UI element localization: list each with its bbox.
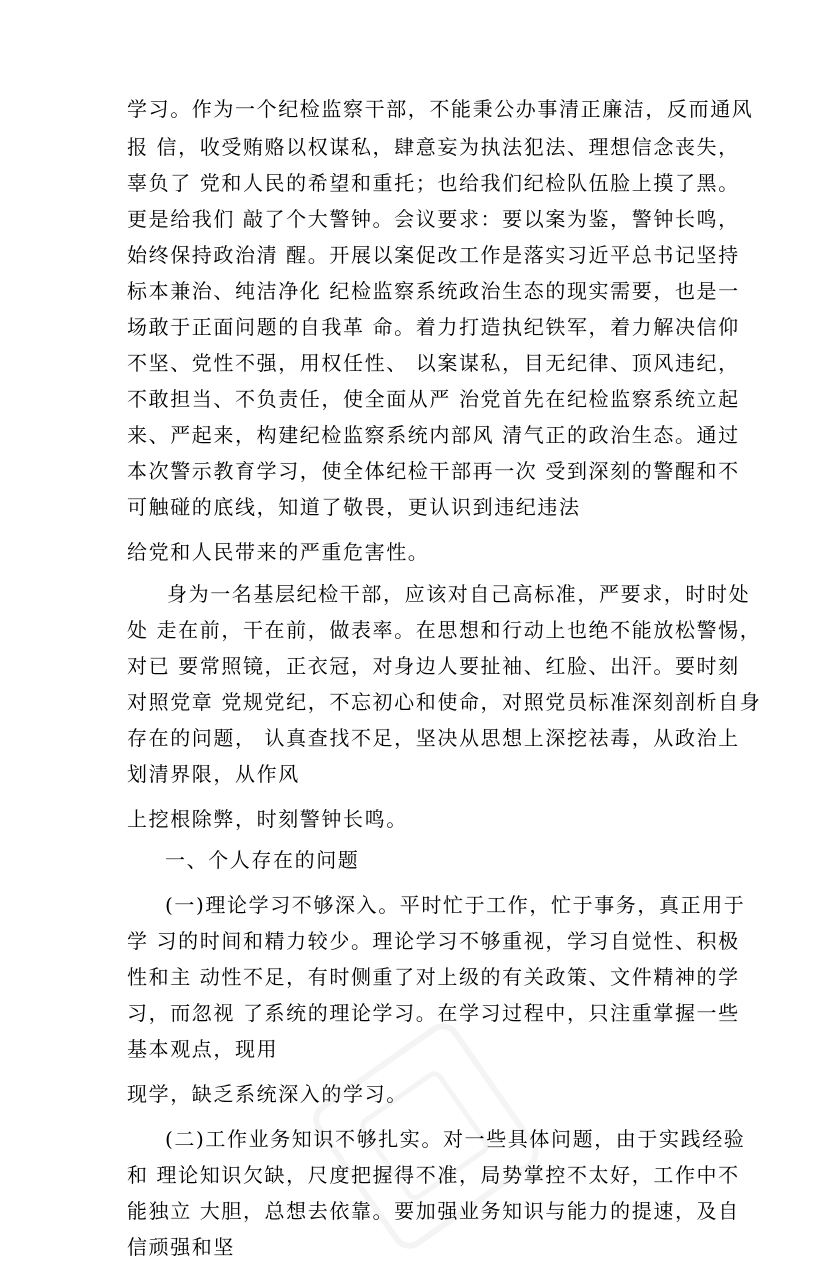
text-line: 能独立 大胆，总想去依靠。要加强业务知识与能力的提速，及自	[127, 1199, 740, 1223]
text-line: 始终保持政治清 醒。开展以案促改工作是落实习近平总书记坚持	[127, 243, 740, 267]
text-line: 可触碰的底线，知道了敬畏，更认识到违纪违法	[127, 495, 581, 519]
text-line: 标本兼治、纯洁净化 纪检监察系统政治生态的现实需要，也是一	[127, 279, 740, 303]
section-title: 一、个人存在的问题	[165, 848, 360, 872]
text-line: (二)工作业务知识不够扎实。对一些具体问题，由于实践经验	[165, 1127, 746, 1151]
text-line: 辜负了 党和人民的希望和重托；也给我们纪检队伍脸上摸了黑。	[127, 171, 740, 195]
paragraph-self-standard	[127, 579, 762, 789]
paragraph-systematic	[127, 1079, 727, 1109]
text-line: (一)理论学习不够深入。平时忙于工作，忙于事务，真正用于	[165, 893, 746, 917]
text-line: 本次警示教育学习，使全体纪检干部再一次 受到深刻的警醒和不	[127, 459, 740, 483]
text-line: 基本观点，现用	[127, 1037, 279, 1061]
text-line: 和 理论知识欠缺，尺度把握得不准，局势掌控不太好，工作中不	[127, 1163, 740, 1187]
paragraph-root-out	[127, 804, 727, 834]
text-line: 存在的问题， 认真查找不足，坚决从思想上深挖祛毒，从政治上	[127, 726, 740, 750]
text-line: 不坚、党性不强，用权任性、 以案谋私，目无纪律、顶风违纪，	[127, 351, 740, 375]
text-line: 现学，缺乏系统深入的学习。	[127, 1082, 408, 1106]
text-line: 划清界限，从作风	[127, 762, 300, 786]
section-heading	[127, 845, 727, 875]
text-line: 性和主 动性不足，有时侧重了对上级的有关政策、文件精神的学	[127, 965, 740, 989]
text-line: 场敢于正面问题的自我革 命。着力打造执纪铁军，着力解决信仰	[127, 315, 740, 339]
text-line: 学习。作为一个纪检监察干部，不能秉公办事清正廉洁，反而通风	[127, 97, 754, 121]
text-line: 来、严起来，构建纪检监察系统内部风 清气正的政治生态。通过	[127, 423, 740, 447]
paragraph-harm	[127, 537, 727, 567]
text-line: 对照党章 党规党纪，不忘初心和使命，对照党员标准深刻剖析自身	[127, 690, 762, 714]
text-line: 信顽强和坚	[127, 1235, 235, 1259]
text-line: 给党和人民带来的严重危害性。	[127, 540, 430, 564]
paragraph-business-knowledge	[127, 1124, 746, 1262]
text-line: 上挖根除弊，时刻警钟长鸣。	[127, 807, 408, 831]
text-line: 习，而忽视 了系统的理论学习。在学习过程中，只注重掌握一些	[127, 1001, 740, 1025]
text-line: 处 走在前，干在前，做表率。在思想和行动上也绝不能放松警惕，	[127, 618, 762, 642]
text-line: 身为一名基层纪检干部，应该对自己高标准，严要求，时时处	[167, 582, 751, 606]
text-line: 不敢担当、不负责任，使全面从严 治党首先在纪检监察系统立起	[127, 387, 740, 411]
paragraph-theory-study	[127, 890, 746, 1064]
text-line: 报 信，收受贿赂以权谋私，肆意妄为执法犯法、理想信念丧失，	[127, 135, 740, 159]
paragraph-case-warning	[127, 94, 754, 522]
text-line: 学 习的时间和精力较少。理论学习不够重视，学习自觉性、积极	[127, 929, 740, 953]
text-line: 更是给我们 敲了个大警钟。会议要求：要以案为鉴，警钟长鸣，	[127, 207, 740, 231]
text-line: 对已 要常照镜，正衣冠，对身边人要扯袖、红脸、出汗。要时刻	[127, 654, 740, 678]
document-body	[127, 94, 762, 1262]
